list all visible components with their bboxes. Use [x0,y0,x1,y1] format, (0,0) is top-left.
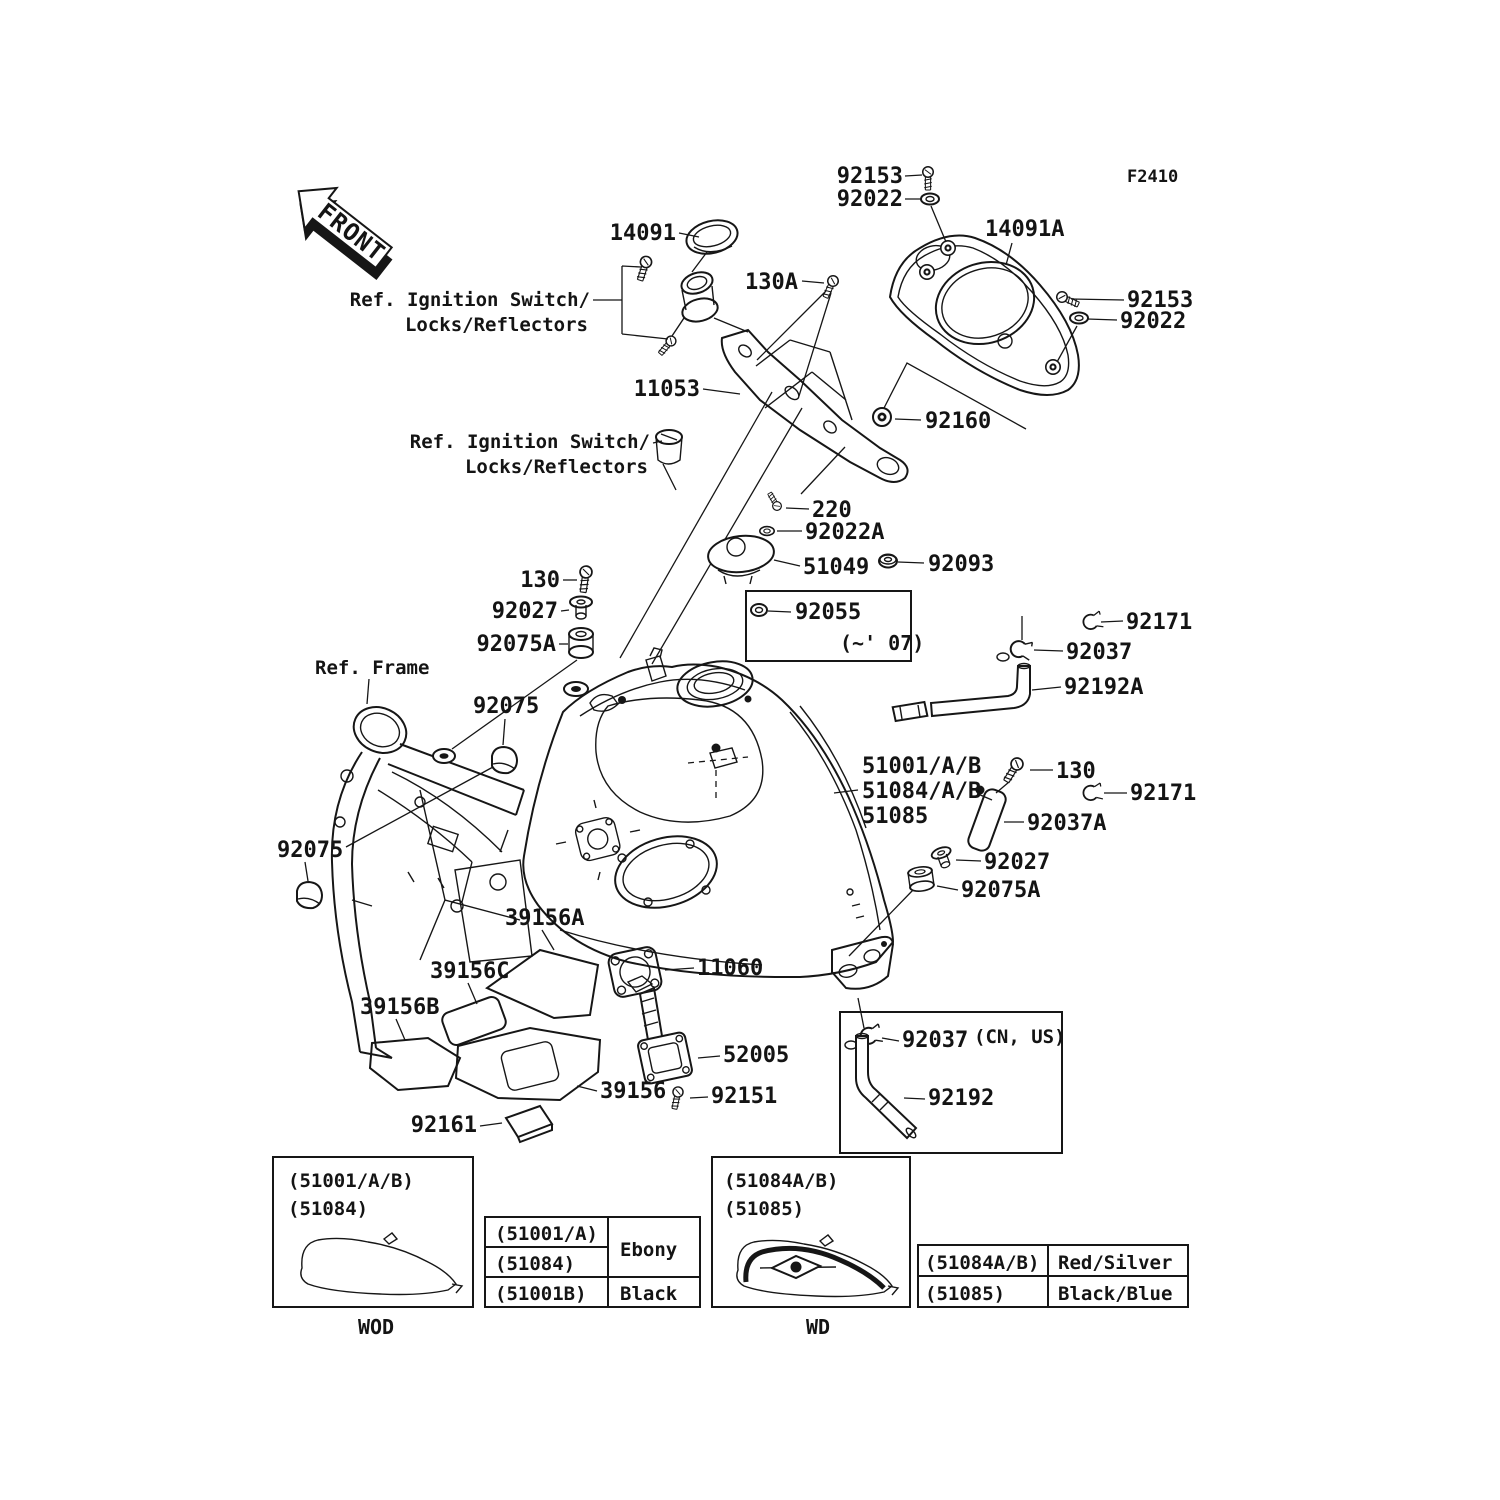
table-left-color-2: Black [620,1283,678,1305]
label-14091A: 14091A [985,217,1065,242]
table-left-part-3: (51001B) [495,1283,587,1305]
fuel-cap-51049 [706,533,775,584]
label-92022-right: 92022 [1120,309,1187,334]
label-51049: 51049 [803,555,870,580]
label-130A: 130A [745,270,798,295]
table-left-part-1: (51001/A) [495,1223,598,1245]
label-51085: 51085 [862,804,929,829]
variant-left-line1: (51001/A/B) [288,1170,414,1192]
label-39156B: 39156B [360,995,440,1020]
screw-92153-top [923,167,934,190]
label-market: (CN, US) [974,1026,1066,1048]
label-92151: 92151 [711,1084,778,1109]
label-51084AB: 51084/A/B [862,779,982,804]
label-92075A-right: 92075A [961,878,1041,903]
label-220: 220 [812,498,852,523]
label-92153-top: 92153 [836,164,903,189]
bolt-130-right [1001,756,1025,785]
ref-ignition-1-line2: Locks/Reflectors [404,314,588,336]
pad-39156C [440,995,508,1047]
label-39156: 39156 [600,1079,667,1104]
label-92093: 92093 [928,552,995,577]
label-92153-right: 92153 [1127,288,1194,313]
hose-92192A [892,664,1030,722]
table-right-color-2: Black/Blue [1058,1283,1173,1305]
clamp-92037-upper [997,639,1032,661]
label-92037-box: 92037 [902,1028,969,1053]
ignition-switch-assembly [635,255,748,357]
variant-left-caption: WOD [357,1315,395,1339]
cap-92027-right [930,845,956,871]
washer-92022A [760,527,774,536]
pad-92161 [506,1106,552,1142]
bracket-52005 [628,976,693,1085]
label-92022-top: 92022 [836,187,903,212]
front-direction-arrow [277,171,406,290]
ring-14091 [683,215,741,259]
cap-92027-left [570,597,592,620]
damper-92075-upper [492,747,517,773]
label-92027-left: 92027 [491,599,558,624]
variant-left-line2: (51084) [288,1198,369,1220]
ref-frame: Ref. Frame [315,657,430,679]
pad-39156B [370,1038,460,1090]
fuel-tank-body [523,648,893,989]
label-51001AB: 51001/A/B [862,754,982,779]
ref-ignition-2-line1: Ref. Ignition Switch/ [409,431,650,453]
ref-ignition-2-line2: Locks/Reflectors [464,456,648,478]
label-92055: 92055 [795,600,862,625]
variant-right-line1: (51084A/B) [724,1170,839,1192]
nut-92093 [879,555,897,568]
label-92022A: 92022A [805,520,885,545]
ignition-cap [656,430,682,490]
label-92160: 92160 [925,409,992,434]
label-92075-lower: 92075 [277,838,344,863]
label-92171-right: 92171 [1130,781,1197,806]
screw-92151 [669,1086,684,1110]
screw-220 [766,491,783,512]
label-11060: 11060 [697,956,764,981]
washer-92022-right [1070,313,1088,324]
label-39156C: 39156C [430,959,510,984]
washer-92022-top [921,194,939,205]
table-right-part-1: (51084A/B) [925,1252,1040,1274]
clamp-92171-upper [1082,611,1104,631]
label-92192A: 92192A [1064,675,1144,700]
label-39156A: 39156A [505,906,585,931]
figure-code: F2410 [1127,167,1179,187]
front-arrow-label: FRONT [312,197,391,268]
labels [277,164,1196,1339]
variant-right-line2: (51085) [724,1198,805,1220]
label-92075-upper: 92075 [473,694,540,719]
console-cover-14091A [890,236,1079,395]
label-92161: 92161 [410,1113,477,1138]
table-right-part-2: (51085) [925,1283,1006,1305]
label-11053: 11053 [633,377,700,402]
label-92192-box: 92192 [928,1086,995,1111]
bolt-130-left [577,565,592,593]
label-92171-top: 92171 [1126,610,1193,635]
variant-right-caption: WD [805,1315,831,1339]
spacer-92075A-left [569,628,593,658]
label-14091: 14091 [609,221,676,246]
label-130-left: 130 [520,568,560,593]
label-92075A-left: 92075A [476,632,556,657]
label-130-right: 130 [1056,759,1096,784]
table-left-color-1: Ebony [620,1239,678,1261]
table-right-color-1: Red/Silver [1058,1252,1173,1274]
damper-92075-lower [297,882,322,908]
label-model-year: (~' 07) [840,631,925,655]
label-92037-top: 92037 [1066,640,1133,665]
ref-ignition-1-line1: Ref. Ignition Switch/ [349,289,590,311]
label-92037A: 92037A [1027,811,1107,836]
bracket-11053 [722,330,908,482]
bushing-92075A-right [907,865,934,892]
label-92027-right: 92027 [984,850,1051,875]
table-left-part-2: (51084) [495,1253,576,1275]
clamp-92171-right [1082,783,1103,802]
label-52005: 52005 [723,1043,790,1068]
